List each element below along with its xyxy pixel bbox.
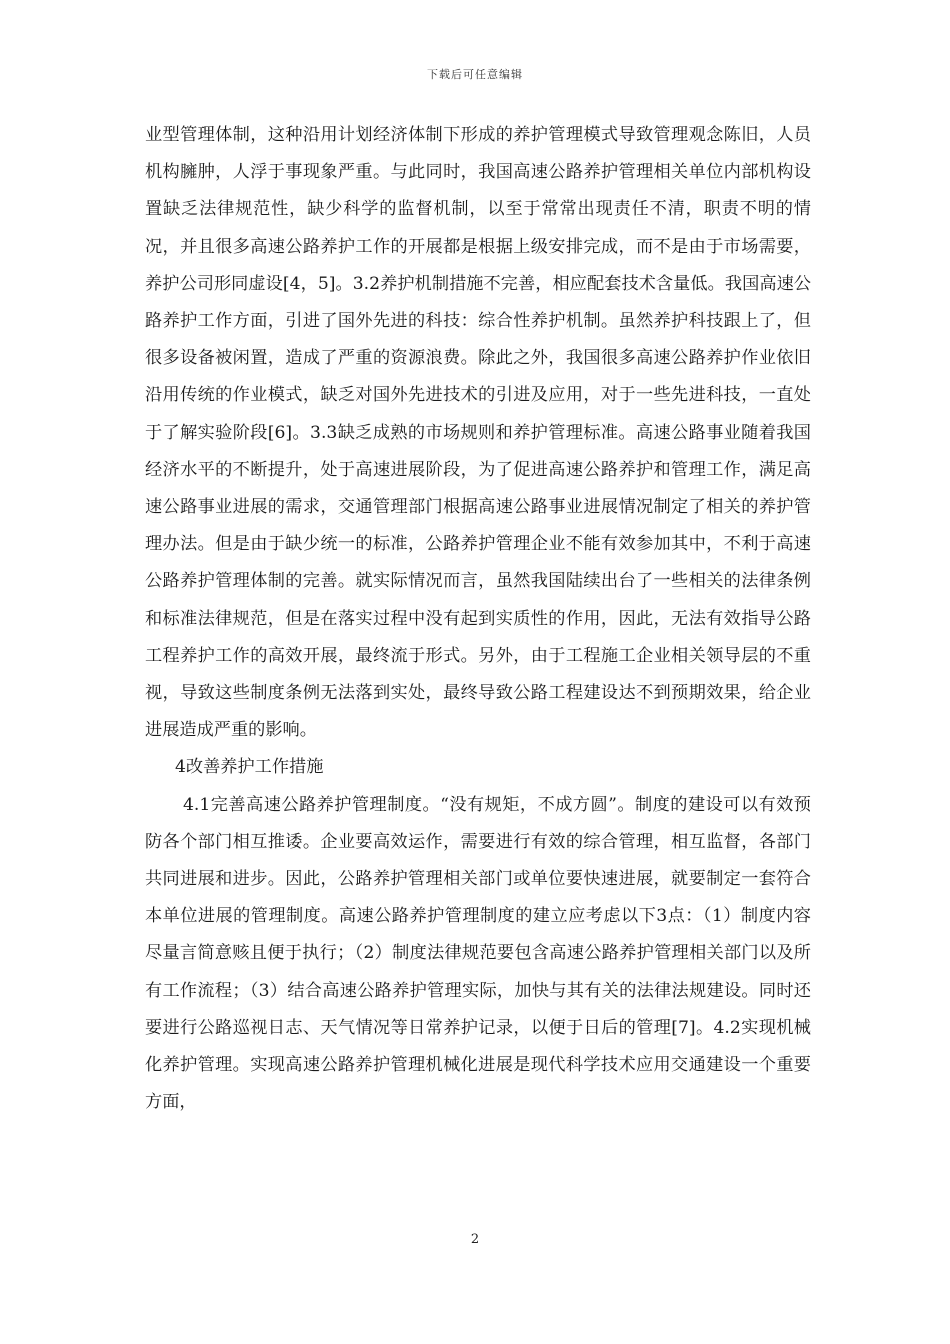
body-paragraph-1: 业型管理体制，这种沿用计划经济体制下形成的养护管理模式导致管理观念陈旧，人员机构臃肿，人浮于事现象严重。与此同时，我国高速公路养护管理相关单位内部机构设置缺乏法律规范性，缺少科学的监督机制，以至于常常出现责任不清，职责不明的情况，并且很多高速公路养护工作的开展都是根据上级安排完成，而不是由于市场需要，养护公司形同虚设[4，5]。3.2养护机制措施不完善，相应配套技术含量低。我国高速公路养护工作方面，引进了国外先进的科技：综合性养护机制。虽然养护科技跟上了，但很多设备被闲置，造成了严重的资源浪费。除此之外，我国很多高速公路养护作业依旧沿用传统的作业模式，缺乏对国外先进技术的引进及应用，对于一些先进科技，一直处于了解实验阶段[6]。3.3缺乏成熟的市场规则和养护管理标准。高速公路事业随着我国经济水平的不断提升，处于高速进展阶段，为了促进高速公路养护和管理工作，满足高速公路事业进展的需求，交通管理部门根据高速公路事业进展情况制定了相关的养护管理办法。但是由于缺少统一的标准，公路养护管理企业不能有效参加其中，不利于高速公路养护管理体制的完善。就实际情况而言，虽然我国陆续出台了一些相关的法律条例和标准法律规范，但是在落实过程中没有起到实质性的作用，因此，无法有效指导公路工程养护工作的高效开展，最终流于形式。另外，由于工程施工企业相关领导层的不重视，导致这些制度条例无法落到实处，最终导致公路工程建设达不到预期效果，给企业进展造成严重的影响。 [145, 125, 811, 741]
section-heading: 4改善养护工作措施 [175, 757, 324, 778]
document-body [145, 117, 811, 1121]
body-paragraph-2: 4.1完善高速公路养护管理制度。“没有规矩，不成方圆”。制度的建设可以有效预防各个部门相互推诿。企业要高效运作，需要进行有效的综合管理，相互监督，各部门共同进展和进步。因此，公路养护管理相关部门或单位要快速进展，就要制定一套符合本单位进展的管理制度。高速公路养护管理制度的建立应考虑以下3点：（1）制度内容尽量言简意赅且便于执行；（2）制度法律规范要包含高速公路养护管理相关部门以及所有工作流程；（3）结合高速公路养护管理实际，加快与其有关的法律法规建设。同时还要进行公路巡视日志、天气情况等日常养护记录，以便于日后的管理[7]。4.2实现机械化养护管理。实现高速公路养护管理机械化进展是现代科学技术应用交通建设一个重要方面， [145, 794, 811, 1113]
page-number: 2 [470, 1232, 480, 1247]
page-header-note: 下载后可任意编辑 [427, 68, 523, 81]
